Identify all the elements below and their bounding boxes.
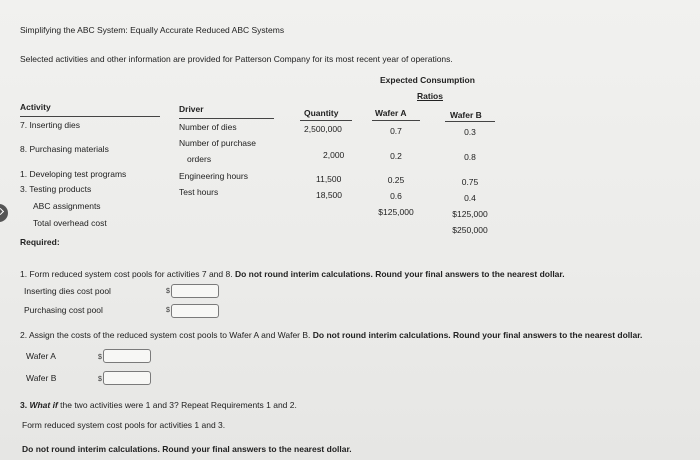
question-3-text: the two activities were 1 and 3? Repeat Requirements 1 and 2. xyxy=(57,400,297,410)
total-overhead-value: $250,000 xyxy=(452,225,488,235)
row-driver-cont: orders xyxy=(187,154,212,164)
row-wafer-b: 0.3 xyxy=(464,127,476,137)
currency-symbol: $ xyxy=(166,288,170,295)
row-wafer-b: 0.8 xyxy=(464,152,476,162)
row-driver: Number of purchase xyxy=(179,138,257,148)
abc-assignments-wafer-b: $125,000 xyxy=(452,209,488,219)
question-2-instruction: Do not round interim calculations. Round your final answers to the nearest dollar. xyxy=(312,330,643,340)
header-rule-wafer-b xyxy=(445,121,495,122)
question-1-text: 1. Form reduced system cost pools for activities 7 and 8. xyxy=(20,269,235,279)
inserting-dies-cost-pool-input[interactable] xyxy=(171,284,219,298)
row-wafer-b: 0.75 xyxy=(461,177,479,187)
wafer-b-cost-input[interactable] xyxy=(103,371,151,385)
expected-consumption-header: Expected Consumption xyxy=(380,75,475,85)
wafer-a-label: Wafer A xyxy=(26,351,56,361)
currency-symbol: $ xyxy=(166,307,170,314)
header-rule-activity xyxy=(20,116,160,117)
required-heading: Required: xyxy=(20,237,60,247)
row-quantity: 18,500 xyxy=(316,190,342,200)
row-activity: 3. Testing products xyxy=(20,184,92,194)
col-header-driver: Driver xyxy=(179,104,204,114)
currency-symbol: $ xyxy=(98,354,102,361)
problem-intro: Selected activities and other information are provided for Patterson Company for its most recent year of operations. xyxy=(20,54,453,64)
total-overhead-label: Total overhead cost xyxy=(33,218,107,228)
question-3-instruction: Do not round interim calculations. Round your final answers to the nearest dollar. xyxy=(22,444,352,454)
question-1-instruction: Do not round interim calculations. Round your final answers to the nearest dollar. xyxy=(234,269,565,279)
row-wafer-a: 0.7 xyxy=(390,126,402,136)
row-driver: Test hours xyxy=(179,187,219,197)
col-header-activity: Activity xyxy=(20,102,51,112)
row-driver: Number of dies xyxy=(179,122,237,132)
expand-arrow-icon[interactable] xyxy=(0,204,8,222)
header-rule-driver xyxy=(179,118,274,119)
abc-assignments-wafer-a: $125,000 xyxy=(378,207,414,217)
wafer-b-label: Wafer B xyxy=(26,373,57,383)
row-activity: 7. Inserting dies xyxy=(20,120,81,130)
question-3-subtext: Form reduced system cost pools for activities 1 and 3. xyxy=(22,420,226,430)
problem-title: Simplifying the ABC System: Equally Accurate Reduced ABC Systems xyxy=(20,25,285,35)
question-2-text: 2. Assign the costs of the reduced system cost pools to Wafer A and Wafer B. xyxy=(20,330,313,340)
currency-symbol: $ xyxy=(98,376,102,383)
col-header-quantity: Quantity xyxy=(304,108,339,118)
row-wafer-a: 0.25 xyxy=(387,175,405,185)
question-3-number: 3. xyxy=(20,400,30,410)
col-header-wafer-b: Wafer B xyxy=(450,110,482,120)
inserting-dies-label: Inserting dies cost pool xyxy=(24,286,111,296)
row-quantity: 11,500 xyxy=(316,174,342,184)
abc-assignments-label: ABC assignments xyxy=(33,201,101,211)
header-rule-wafer-a xyxy=(372,120,420,121)
question-2 xyxy=(20,330,642,340)
question-1 xyxy=(20,269,565,279)
wafer-a-cost-input[interactable] xyxy=(103,349,151,363)
purchasing-label: Purchasing cost pool xyxy=(24,305,103,315)
row-quantity: 2,000 xyxy=(323,150,345,160)
question-3 xyxy=(20,400,297,410)
row-wafer-b: 0.4 xyxy=(464,193,476,203)
col-header-wafer-a: Wafer A xyxy=(375,108,407,118)
question-3-what-if: What if xyxy=(29,400,58,410)
row-quantity: 2,500,000 xyxy=(304,124,342,134)
row-driver: Engineering hours xyxy=(179,171,248,181)
row-wafer-a: 0.2 xyxy=(390,151,402,161)
purchasing-cost-pool-input[interactable] xyxy=(171,304,219,318)
ratios-header: Ratios xyxy=(417,91,443,101)
row-activity: 1. Developing test programs xyxy=(20,169,127,179)
row-wafer-a: 0.6 xyxy=(390,191,402,201)
row-activity: 8. Purchasing materials xyxy=(20,144,109,154)
header-rule-quantity xyxy=(300,120,352,121)
